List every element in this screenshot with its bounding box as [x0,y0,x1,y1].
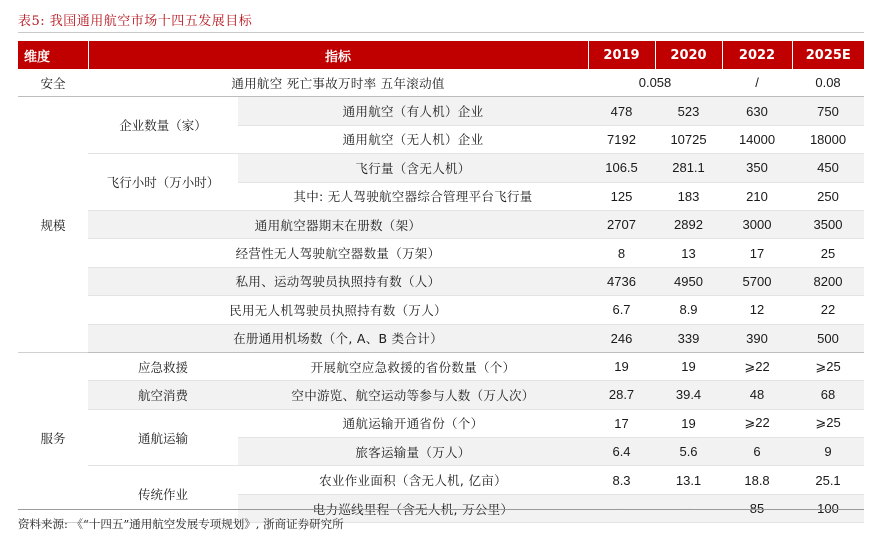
value-cell: 39.4 [655,381,722,409]
value-cell: 8 [588,239,655,267]
header-year-2019: 2019 [588,41,655,69]
table-row [18,154,864,182]
value-cell: 6.4 [588,438,655,466]
value-cell: 28.7 [588,381,655,409]
value-cell: 3500 [792,210,864,238]
indicator-cell: 通航运输开通省份（个） [238,409,588,437]
value-cell: 22 [792,296,864,324]
title-divider [18,32,864,33]
indicator-cell: 通用航空（有人机）企业 [238,97,588,125]
value-cell: 630 [722,97,792,125]
header-row [18,41,864,69]
goals-table [18,41,864,523]
value-cell: 350 [722,154,792,182]
value-cell: 85 [722,494,792,522]
group-emergency: 应急救援 [88,352,238,380]
indicator-cell: 通用航空（无人机）企业 [238,125,588,153]
value-cell: 183 [655,182,722,210]
value-cell: 6 [722,438,792,466]
header-dimension: 维度 [18,41,88,69]
value-cell: 5700 [722,267,792,295]
indicator-cell: 空中游览、航空运动等参与人数（万人次） [238,381,588,409]
indicator-cell: 通用航空 死亡事故万时率 五年滚动值 [88,69,588,97]
value-cell: 281.1 [655,154,722,182]
header-year-2020: 2020 [655,41,722,69]
category-service: 服务 [18,352,88,522]
value-cell: 68 [792,381,864,409]
value-cell: 0.08 [792,69,864,97]
value-cell: 125 [588,182,655,210]
value-cell: 12 [722,296,792,324]
value-cell: - [655,494,722,522]
category-scale: 规模 [18,97,88,353]
value-cell: 523 [655,97,722,125]
indicator-cell: 通用航空器期末在册数（架） [88,210,588,238]
value-cell: 250 [792,182,864,210]
indicator-cell: 农业作业面积（含无人机, 亿亩） [238,466,588,494]
indicator-cell: 旅客运输量（万人） [238,438,588,466]
table-row [18,267,864,295]
indicator-cell: 经营性无人驾驶航空器数量（万架） [88,239,588,267]
indicator-cell: 飞行量（含无人机） [238,154,588,182]
value-cell: 48 [722,381,792,409]
value-cell: 5.6 [655,438,722,466]
header-year-2022: 2022 [722,41,792,69]
value-cell: 2892 [655,210,722,238]
table-row [18,324,864,352]
table-row [18,69,864,97]
indicator-cell: 电力巡线里程（含无人机, 万公里） [238,494,588,522]
value-cell: / [722,69,792,97]
table-row [18,409,864,437]
group-transport: 通航运输 [88,409,238,466]
value-cell: 750 [792,97,864,125]
value-cell: 106.5 [588,154,655,182]
value-cell: ⩾25 [792,409,864,437]
group-enterprises: 企业数量（家） [88,97,238,154]
value-cell: 4736 [588,267,655,295]
value-cell: 10725 [655,125,722,153]
value-cell: 19 [655,352,722,380]
value-cell: 25 [792,239,864,267]
value-cell: 0.058 [588,69,722,97]
value-cell: - [588,494,655,522]
value-cell: 7192 [588,125,655,153]
indicator-cell: 民用无人机驾驶员执照持有数（万人） [88,296,588,324]
value-cell: 2707 [588,210,655,238]
indicator-cell: 开展航空应急救援的省份数量（个） [238,352,588,380]
value-cell: 246 [588,324,655,352]
value-cell: 13.1 [655,466,722,494]
table-row [18,210,864,238]
table-row [18,239,864,267]
value-cell: 500 [792,324,864,352]
value-cell: 450 [792,154,864,182]
value-cell: 8.3 [588,466,655,494]
value-cell: 17 [722,239,792,267]
value-cell: 8200 [792,267,864,295]
value-cell: 25.1 [792,466,864,494]
value-cell: 478 [588,97,655,125]
header-indicator: 指标 [88,41,588,69]
value-cell: 13 [655,239,722,267]
value-cell: ⩾22 [722,352,792,380]
value-cell: 4950 [655,267,722,295]
source-note: 资料来源: 《“十四五”通用航空发展专项规划》, 浙商证券研究所 [18,517,344,531]
table-bottom-rule [18,509,864,510]
value-cell: 19 [588,352,655,380]
table-row [18,296,864,324]
value-cell: 390 [722,324,792,352]
value-cell: 8.9 [655,296,722,324]
value-cell: ⩾22 [722,409,792,437]
value-cell: 3000 [722,210,792,238]
group-consumption: 航空消费 [88,381,238,409]
value-cell: 18.8 [722,466,792,494]
header-year-2025e: 2025E [792,41,864,69]
group-flight-hours: 飞行小时（万小时） [88,154,238,211]
indicator-cell: 其中: 无人驾驶航空器综合管理平台飞行量 [238,182,588,210]
indicator-cell: 在册通用机场数（个, A、B 类合计） [88,324,588,352]
table-row [18,466,864,494]
group-traditional: 传统作业 [88,466,238,523]
value-cell: 6.7 [588,296,655,324]
value-cell: 17 [588,409,655,437]
value-cell: 339 [655,324,722,352]
value-cell: 9 [792,438,864,466]
indicator-cell: 私用、运动驾驶员执照持有数（人） [88,267,588,295]
table-row [18,381,864,409]
value-cell: 210 [722,182,792,210]
table-row [18,97,864,125]
value-cell: 18000 [792,125,864,153]
table-title: 表5: 我国通用航空市场十四五发展目标 [18,14,253,29]
category-safety: 安全 [18,69,88,97]
value-cell: 100 [792,494,864,522]
value-cell: ⩾25 [792,352,864,380]
value-cell: 14000 [722,125,792,153]
value-cell: 19 [655,409,722,437]
table-row [18,352,864,380]
